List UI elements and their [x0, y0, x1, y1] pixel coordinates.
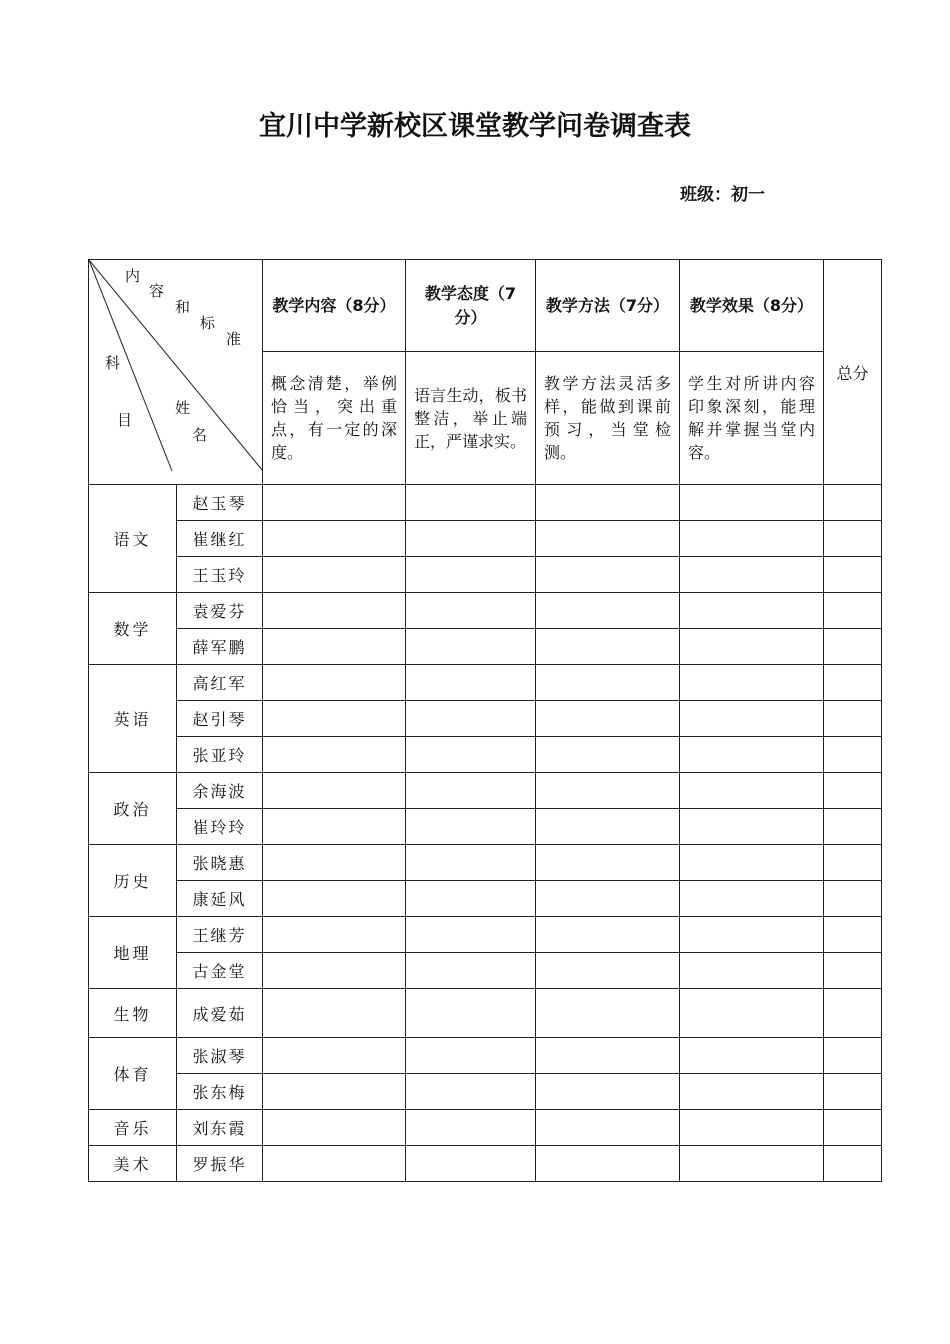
score-cell[interactable]: [406, 1110, 536, 1146]
total-score-cell[interactable]: [824, 1074, 882, 1110]
score-cell[interactable]: [406, 953, 536, 989]
total-score-cell[interactable]: [824, 557, 882, 593]
teacher-row: [89, 881, 882, 917]
total-score-cell[interactable]: [824, 629, 882, 665]
corner-top-char: 标: [200, 314, 216, 332]
score-cell[interactable]: [406, 917, 536, 953]
score-cell[interactable]: [536, 1110, 680, 1146]
total-score-cell[interactable]: [824, 1038, 882, 1074]
teacher-row: [89, 953, 882, 989]
teacher-row: [89, 1074, 882, 1110]
teacher-row: [89, 1038, 882, 1074]
teacher-name-cell: 张亚玲: [177, 737, 263, 773]
category-description: 概念清楚，举例恰当，突出重点，有一定的深度。: [263, 352, 406, 485]
score-cell[interactable]: [536, 809, 680, 845]
total-score-cell[interactable]: [824, 773, 882, 809]
corner-mid-char: 姓: [175, 399, 191, 417]
score-cell[interactable]: [680, 917, 824, 953]
score-cell[interactable]: [406, 665, 536, 701]
score-cell[interactable]: [406, 485, 536, 521]
score-cell[interactable]: [536, 773, 680, 809]
teacher-row: [89, 917, 882, 953]
subject-cell: 数学: [89, 593, 177, 665]
category-header: 教学态度（7分）: [406, 260, 536, 352]
score-cell[interactable]: [406, 845, 536, 881]
score-cell[interactable]: [536, 701, 680, 737]
score-cell[interactable]: [680, 809, 824, 845]
score-cell[interactable]: [536, 557, 680, 593]
corner-top-char: 容: [149, 282, 165, 300]
score-cell[interactable]: [680, 953, 824, 989]
score-cell[interactable]: [680, 629, 824, 665]
score-cell[interactable]: [263, 521, 406, 557]
teacher-name-cell: 崔继红: [177, 521, 263, 557]
category-description: 学生对所讲内容印象深刻，能理解并掌握当堂内容。: [680, 352, 824, 485]
teacher-name-cell: 罗振华: [177, 1146, 263, 1182]
subject-cell: 生物: [89, 989, 177, 1038]
teacher-name-cell: 成爱茹: [177, 989, 263, 1038]
score-cell[interactable]: [536, 485, 680, 521]
teacher-row: [89, 485, 882, 521]
score-cell[interactable]: [680, 485, 824, 521]
score-cell[interactable]: [263, 665, 406, 701]
score-cell[interactable]: [680, 773, 824, 809]
score-cell[interactable]: [263, 629, 406, 665]
teacher-row: [89, 521, 882, 557]
score-cell[interactable]: [536, 917, 680, 953]
teacher-name-cell: 余海波: [177, 773, 263, 809]
diagonal-header-cell: [89, 260, 263, 485]
subject-cell: 语文: [89, 485, 177, 593]
score-cell[interactable]: [263, 557, 406, 593]
corner-left-char: 科: [105, 354, 121, 372]
score-cell[interactable]: [263, 593, 406, 629]
score-cell[interactable]: [536, 989, 680, 1038]
teacher-row: [89, 737, 882, 773]
corner-top-char: 准: [226, 330, 242, 348]
total-score-cell[interactable]: [824, 989, 882, 1038]
score-cell[interactable]: [536, 593, 680, 629]
subject-cell: 地理: [89, 917, 177, 989]
score-cell[interactable]: [263, 737, 406, 773]
score-cell[interactable]: [263, 917, 406, 953]
teacher-name-cell: 赵玉琴: [177, 485, 263, 521]
corner-top-char: 内: [125, 267, 141, 285]
teacher-name-cell: 王继芳: [177, 917, 263, 953]
total-score-cell[interactable]: [824, 485, 882, 521]
subject-cell: 音乐: [89, 1110, 177, 1146]
diagonal-lines: [89, 260, 263, 484]
teacher-name-cell: 张淑琴: [177, 1038, 263, 1074]
score-cell[interactable]: [406, 557, 536, 593]
score-cell[interactable]: [406, 1146, 536, 1182]
score-cell[interactable]: [263, 881, 406, 917]
score-cell[interactable]: [680, 1038, 824, 1074]
score-cell[interactable]: [536, 1146, 680, 1182]
teacher-name-cell: 刘东霞: [177, 1110, 263, 1146]
total-score-cell[interactable]: [824, 701, 882, 737]
score-cell[interactable]: [536, 881, 680, 917]
score-cell[interactable]: [680, 989, 824, 1038]
score-cell[interactable]: [406, 593, 536, 629]
score-cell[interactable]: [680, 701, 824, 737]
teacher-name-cell: 王玉玲: [177, 557, 263, 593]
score-cell[interactable]: [263, 1038, 406, 1074]
total-score-cell[interactable]: [824, 1146, 882, 1182]
subject-cell: 美术: [89, 1146, 177, 1182]
teacher-name-cell: 康延风: [177, 881, 263, 917]
teacher-name-cell: 高红军: [177, 665, 263, 701]
subject-cell: 政治: [89, 773, 177, 845]
score-cell[interactable]: [263, 485, 406, 521]
score-cell[interactable]: [680, 521, 824, 557]
teacher-row: [89, 1146, 882, 1182]
score-cell[interactable]: [263, 809, 406, 845]
score-cell[interactable]: [536, 665, 680, 701]
corner-mid-char: 名: [192, 426, 208, 444]
score-cell[interactable]: [406, 809, 536, 845]
score-cell[interactable]: [536, 845, 680, 881]
total-score-cell[interactable]: [824, 521, 882, 557]
score-cell[interactable]: [680, 737, 824, 773]
score-cell[interactable]: [406, 989, 536, 1038]
corner-top-char: 和: [175, 298, 191, 316]
total-score-cell[interactable]: [824, 881, 882, 917]
score-cell[interactable]: [536, 953, 680, 989]
score-cell[interactable]: [406, 629, 536, 665]
score-cell[interactable]: [406, 773, 536, 809]
score-cell[interactable]: [680, 881, 824, 917]
score-cell[interactable]: [406, 521, 536, 557]
score-cell[interactable]: [536, 1038, 680, 1074]
total-score-cell[interactable]: [824, 809, 882, 845]
score-cell[interactable]: [263, 989, 406, 1038]
teacher-row: [89, 845, 882, 881]
subject-cell: 体育: [89, 1038, 177, 1110]
score-cell[interactable]: [536, 1074, 680, 1110]
total-score-cell[interactable]: [824, 845, 882, 881]
score-cell[interactable]: [680, 557, 824, 593]
class-info: 班级：初一: [680, 185, 765, 205]
survey-table: [88, 259, 882, 1182]
score-cell[interactable]: [263, 1110, 406, 1146]
score-cell[interactable]: [406, 1038, 536, 1074]
score-cell[interactable]: [680, 1110, 824, 1146]
teacher-name-cell: 张晓惠: [177, 845, 263, 881]
total-score-cell[interactable]: [824, 1110, 882, 1146]
teacher-row: [89, 557, 882, 593]
teacher-name-cell: 崔玲玲: [177, 809, 263, 845]
score-cell[interactable]: [406, 1074, 536, 1110]
category-description: 教学方法灵活多样，能做到课前预习，当堂检测。: [536, 352, 680, 485]
teacher-row: [89, 629, 882, 665]
score-cell[interactable]: [680, 1146, 824, 1182]
score-cell[interactable]: [536, 737, 680, 773]
total-score-cell[interactable]: [824, 953, 882, 989]
category-description: 语言生动，板书整洁，举止端正，严谨求实。: [406, 352, 536, 485]
teacher-row: [89, 593, 882, 629]
score-cell[interactable]: [536, 629, 680, 665]
score-cell[interactable]: [680, 593, 824, 629]
teacher-name-cell: 薛军鹏: [177, 629, 263, 665]
page-title: 宜川中学新校区课堂教学问卷调查表: [259, 111, 691, 142]
category-header: 教学方法（7分）: [536, 260, 680, 352]
teacher-name-cell: 古金堂: [177, 953, 263, 989]
score-cell[interactable]: [680, 845, 824, 881]
score-cell[interactable]: [680, 1074, 824, 1110]
total-score-cell[interactable]: [824, 917, 882, 953]
score-cell[interactable]: [263, 1146, 406, 1182]
teacher-row: [89, 665, 882, 701]
subject-cell: 历史: [89, 845, 177, 917]
score-cell[interactable]: [406, 881, 536, 917]
teacher-row: [89, 989, 882, 1038]
score-cell[interactable]: [536, 521, 680, 557]
teacher-name-cell: 袁爱芬: [177, 593, 263, 629]
teacher-name-cell: 赵引琴: [177, 701, 263, 737]
total-header: 总分: [824, 260, 882, 485]
teacher-name-cell: 张东梅: [177, 1074, 263, 1110]
score-cell[interactable]: [680, 665, 824, 701]
score-cell[interactable]: [263, 953, 406, 989]
category-header: 教学内容（8分）: [263, 260, 406, 352]
teacher-row: [89, 773, 882, 809]
corner-left-char: 目: [117, 411, 133, 429]
score-cell[interactable]: [263, 1074, 406, 1110]
total-score-cell[interactable]: [824, 737, 882, 773]
score-cell[interactable]: [263, 701, 406, 737]
total-score-cell[interactable]: [824, 593, 882, 629]
teacher-row: [89, 809, 882, 845]
score-cell[interactable]: [263, 773, 406, 809]
total-score-cell[interactable]: [824, 665, 882, 701]
category-header: 教学效果（8分）: [680, 260, 824, 352]
score-cell[interactable]: [406, 701, 536, 737]
teacher-row: [89, 701, 882, 737]
score-cell[interactable]: [406, 737, 536, 773]
score-cell[interactable]: [263, 845, 406, 881]
subject-cell: 英语: [89, 665, 177, 773]
teacher-row: [89, 1110, 882, 1146]
